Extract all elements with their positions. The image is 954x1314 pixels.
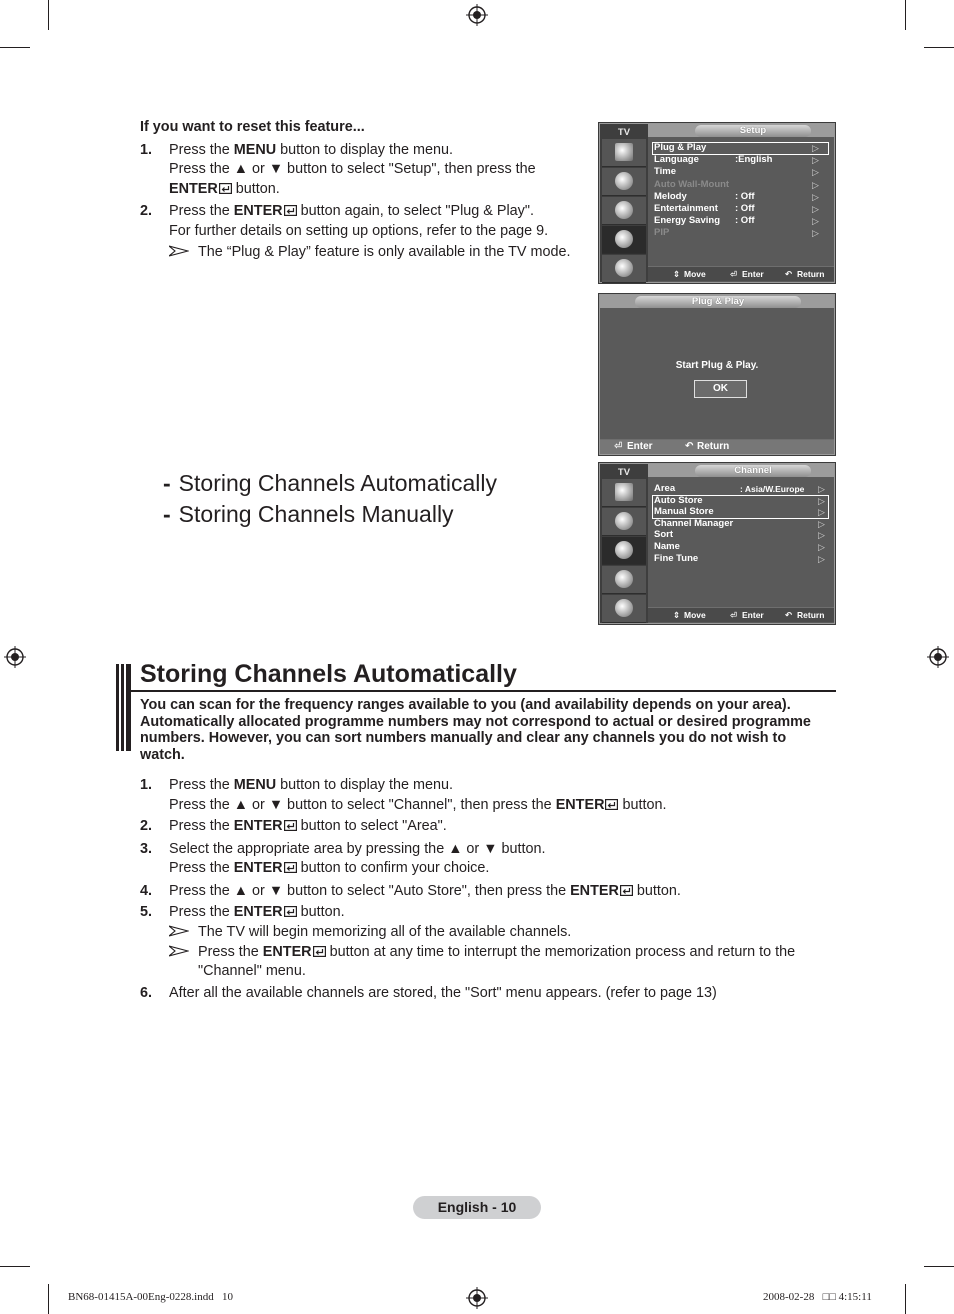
menu-item-value: : Off — [735, 203, 755, 214]
crop-mark — [924, 1266, 954, 1267]
osd-sidebar — [600, 124, 648, 282]
plug-play-osd-screen — [598, 293, 836, 456]
foot-enter: Enter — [742, 269, 764, 279]
chevron-right-icon: ▷ — [818, 518, 825, 529]
menu-item-label[interactable]: Name — [654, 541, 680, 552]
enter-icon: ⏎ — [730, 610, 738, 620]
sound-menu-icon — [602, 508, 646, 536]
menu-item-label[interactable]: Sort — [654, 529, 673, 541]
footer-date: 2008-02-28 □□ 4:15:11 — [763, 1291, 872, 1303]
note-arrow-icon — [169, 245, 189, 257]
link-dash: - — [163, 470, 171, 496]
setup-menu-icon — [602, 566, 646, 594]
step-line: Select the appropriate area by pressing the ▲ or ▼ button. — [169, 841, 546, 857]
menu-item-value: : Off — [735, 190, 755, 202]
note-text: The TV will begin memorizing all of the available channels. — [198, 924, 572, 940]
step-line: Press the MENU button to display the menu. — [169, 777, 453, 793]
foot-return: Return — [797, 610, 825, 620]
chevron-right-icon: ▷ — [812, 228, 819, 239]
enter-icon — [284, 862, 297, 873]
step-line: For further details on setting up options, refer to the page 9. — [169, 223, 549, 239]
step-line: ENTER button. — [169, 181, 280, 197]
step-number: 1. — [140, 142, 153, 158]
note-text: "Channel" menu. — [198, 963, 306, 979]
step-line: Press the MENU button to display the menu. — [169, 142, 453, 158]
note-text: Press the ENTER button at any time to interrupt the memorization process and return to the — [198, 944, 796, 960]
foot-move: Move — [684, 610, 706, 620]
enter-icon — [313, 946, 326, 957]
step-line: After all the available channels are stored, the "Sort" menu appears. (refer to page 13) — [169, 985, 717, 1001]
note-arrow-icon — [169, 925, 189, 937]
step-line: Press the ▲ or ▼ button to select "Setup", then press the — [169, 161, 536, 177]
crop-mark — [48, 1284, 49, 1314]
enter-icon — [284, 820, 297, 831]
step-number: 4. — [140, 883, 153, 899]
enter-icon — [284, 205, 297, 216]
sound-menu-icon — [602, 168, 646, 196]
enter-icon — [605, 799, 618, 810]
footer-file: BN68-01415A-00Eng-0228.indd 10 — [68, 1291, 233, 1303]
plug-message: Start Plug & Play. — [675, 360, 759, 371]
menu-item-value: :English — [735, 154, 773, 166]
move-icon: ⇕ — [673, 269, 681, 279]
enter-icon: ⏎ — [614, 441, 623, 452]
menu-item-label[interactable]: Auto Store — [654, 494, 703, 506]
foot-return: Return — [797, 269, 825, 279]
step-number: 2. — [140, 203, 153, 219]
menu-item-label[interactable]: Plug & Play — [654, 142, 707, 153]
link-auto-store[interactable]: - Storing Channels Automatically — [163, 470, 498, 496]
step-line: Press the ▲ or ▼ button to select "Auto Store", then press the ENTER button. — [169, 883, 681, 899]
section-title: Storing Channels Automatically — [140, 660, 517, 688]
osd-title: Setup — [695, 125, 811, 137]
menu-item-label[interactable]: Energy Saving — [654, 215, 720, 227]
step-number: 1. — [140, 777, 153, 793]
menu-item-label[interactable]: Fine Tune — [654, 552, 699, 564]
chevron-right-icon: ▷ — [812, 191, 819, 202]
menu-item-label[interactable]: Entertainment — [654, 203, 718, 214]
step-line: Press the ENTER button. — [169, 904, 345, 920]
registration-mark-icon — [466, 1287, 488, 1309]
enter-icon: ⏎ — [730, 269, 738, 279]
foot-move: Move — [684, 269, 706, 279]
ok-button[interactable]: OK — [694, 380, 747, 398]
section-rule — [131, 690, 836, 692]
enter-icon — [284, 906, 297, 917]
osd-footer — [648, 266, 834, 281]
reset-heading: If you want to reset this feature... — [140, 119, 365, 135]
setup-menu-icon — [602, 226, 646, 254]
foot-enter: Enter — [742, 610, 764, 620]
intro-line: Automatically allocated programme numbers may not correspond to actual or desired programme — [140, 713, 811, 730]
chevron-right-icon: ▷ — [818, 530, 825, 541]
step-line: Press the ▲ or ▼ button to select "Channel", then press the ENTER button. — [169, 797, 667, 813]
registration-mark-icon — [927, 646, 949, 668]
section-intro — [140, 697, 811, 763]
foot-enter: Enter — [627, 441, 653, 452]
return-icon: ↶ — [685, 441, 694, 452]
chevron-right-icon: ▷ — [812, 167, 819, 178]
chevron-right-icon: ▷ — [818, 553, 825, 564]
enter-icon — [620, 885, 633, 896]
menu-item-label[interactable]: Channel Manager — [654, 517, 734, 529]
menu-item-label[interactable]: Auto Wall-Mount — [654, 178, 730, 190]
picture-menu-icon — [602, 139, 646, 167]
registration-mark-icon — [466, 4, 488, 26]
move-icon: ⇕ — [673, 610, 681, 620]
enter-icon — [219, 183, 232, 194]
osd-tv-label: TV — [617, 467, 631, 478]
crop-mark — [924, 47, 954, 48]
crop-mark — [0, 1266, 30, 1267]
note-arrow-icon — [169, 945, 189, 957]
link-manual-store[interactable]: - Storing Channels Manually — [163, 501, 454, 527]
osd-sidebar — [600, 464, 648, 623]
step-number: 5. — [140, 904, 153, 920]
intro-line: You can scan for the frequency ranges available to you (and availability depends on your area). — [140, 697, 791, 713]
menu-item-label[interactable]: Area — [654, 483, 676, 494]
input-menu-icon — [602, 595, 646, 623]
intro-line: numbers. However, you can sort numbers manually and clear any channels you do not wish to — [140, 730, 787, 746]
registration-mark-icon — [4, 646, 26, 668]
chevron-right-icon: ▷ — [812, 179, 819, 190]
menu-item-label[interactable]: PIP — [654, 227, 670, 239]
channel-osd-screen — [598, 462, 836, 625]
chevron-right-icon: ▷ — [812, 204, 819, 214]
osd-title: Channel — [695, 465, 811, 477]
chevron-right-icon: ▷ — [818, 507, 825, 518]
step-number: 2. — [140, 818, 153, 834]
chevron-right-icon: ▷ — [812, 143, 819, 153]
chevron-right-icon: ▷ — [812, 155, 819, 166]
step-line: Press the ENTER button again, to select "Plug & Play". — [169, 203, 534, 219]
menu-item-label[interactable]: Melody — [654, 190, 687, 202]
crop-mark — [48, 0, 49, 30]
page-number-badge: English - 10 — [413, 1196, 541, 1219]
chevron-right-icon: ▷ — [818, 484, 825, 494]
channel-menu-icon — [602, 537, 646, 565]
osd-footer — [648, 607, 834, 622]
channel-menu-icon — [602, 197, 646, 225]
chevron-right-icon: ▷ — [812, 216, 819, 227]
menu-item-label[interactable]: Language — [654, 154, 699, 166]
chevron-right-icon: ▷ — [818, 542, 825, 552]
osd-tv-label: TV — [617, 127, 631, 138]
return-icon: ↶ — [785, 269, 793, 279]
picture-menu-icon — [602, 479, 646, 507]
step-line: Press the ENTER button to select "Area". — [169, 818, 447, 834]
menu-item-label[interactable]: Manual Store — [654, 506, 714, 518]
osd-footer — [600, 439, 834, 454]
note-text: The “Plug & Play” feature is only available in the TV mode. — [198, 244, 571, 260]
crop-mark — [905, 0, 906, 30]
osd-title: Plug & Play — [635, 296, 801, 308]
step-number: 6. — [140, 985, 153, 1001]
crop-mark — [0, 47, 30, 48]
chevron-right-icon: ▷ — [818, 495, 825, 506]
setup-osd-screen — [598, 122, 836, 284]
link-dash: - — [163, 501, 171, 527]
input-menu-icon — [602, 255, 646, 283]
step-number: 3. — [140, 841, 153, 857]
crop-mark — [905, 1284, 906, 1314]
step-line: Press the ENTER button to confirm your choice. — [169, 860, 490, 876]
foot-return: Return — [697, 441, 730, 452]
intro-line: watch. — [140, 746, 185, 763]
menu-item-label[interactable]: Time — [654, 166, 677, 178]
menu-item-value: : Off — [735, 215, 755, 227]
menu-item-value: : Asia/W.Europe — [740, 484, 805, 494]
return-icon: ↶ — [785, 610, 793, 620]
